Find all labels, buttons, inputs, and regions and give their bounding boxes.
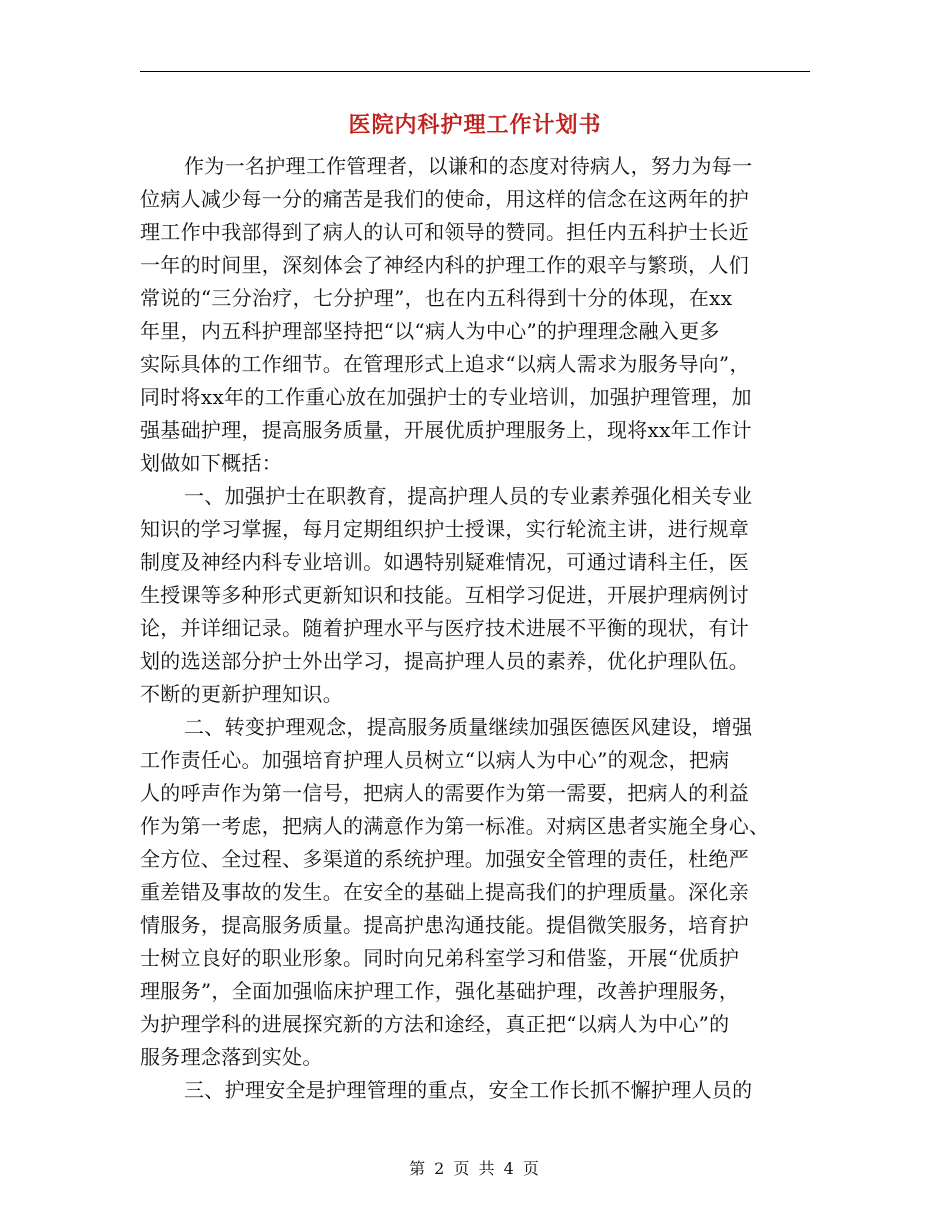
text-line: 重差错及事故的发生。在安全的基础上提高我们的护理质量。深化亲 bbox=[140, 880, 749, 904]
text-line: 全方位、全过程、多渠道的系统护理。加强安全管理的责任，杜绝严 bbox=[140, 847, 749, 871]
text-line: 为护理学科的进展探究新的方法和途经，真正把“以病人为中心”的 bbox=[140, 1012, 730, 1036]
text-line: 强基础护理，提高服务质量，开展优质护理服务上，现将xx年工作计 bbox=[140, 418, 752, 442]
text-line: 情服务，提高服务质量。提高护患沟通技能。提倡微笑服务，培育护 bbox=[140, 913, 749, 937]
text-line: 实际具体的工作细节。在管理形式上追求“以病人需求为服务导向”， bbox=[140, 352, 750, 376]
text-line: 作为第一考虑，把病人的满意作为第一标准。对病区患者实施全身心、 bbox=[140, 814, 770, 838]
page-footer: 第 2 页 共 4 页 bbox=[409, 1159, 541, 1178]
document-body bbox=[140, 150, 810, 1107]
text-line: 理服务”，全面加强临床护理工作，强化基础护理，改善护理服务， bbox=[140, 979, 740, 1003]
text-line: 划的选送部分护士外出学习，提高护理人员的素养，优化护理队伍。 bbox=[140, 649, 749, 673]
text-line: 作为一名护理工作管理者，以谦和的态度对待病人，努力为每一 bbox=[184, 154, 753, 178]
header-rule bbox=[140, 71, 810, 72]
text-line: 年里，内五科护理部坚持把“以“病人为中心”的护理理念融入更多 bbox=[140, 319, 720, 343]
text-line: 理工作中我部得到了病人的认可和领导的赞同。担任内五科护士长近 bbox=[140, 220, 749, 244]
text-line: 同时将xx年的工作重心放在加强护士的专业培训，加强护理管理，加 bbox=[140, 385, 752, 409]
text-line: 二、转变护理观念，提高服务质量继续加强医德医风建设，增强 bbox=[184, 715, 753, 739]
text-line: 知识的学习掌握，每月定期组织护士授课，实行轮流主讲，进行规章 bbox=[140, 517, 749, 541]
text-line: 三、护理安全是护理管理的重点，安全工作长抓不懈护理人员的 bbox=[184, 1078, 753, 1102]
text-line: 位病人减少每一分的痛苦是我们的使命，用这样的信念在这两年的护 bbox=[140, 187, 749, 211]
text-line: 论，并详细记录。随着护理水平与医疗技术进展不平衡的现状，有计 bbox=[140, 616, 749, 640]
text-line: 生授课等多种形式更新知识和技能。互相学习促进，开展护理病例讨 bbox=[140, 583, 749, 607]
text-line: 一、加强护士在职教育，提高护理人员的专业素养强化相关专业 bbox=[184, 484, 753, 508]
text-line: 士树立良好的职业形象。同时向兄弟科室学习和借鉴，开展“优质护 bbox=[140, 946, 740, 970]
text-line: 服务理念落到实处。 bbox=[140, 1045, 323, 1069]
text-line: 不断的更新护理知识。 bbox=[140, 682, 343, 706]
document-title: 医院内科护理工作计划书 bbox=[348, 113, 602, 138]
text-line: 人的呼声作为第一信号，把病人的需要作为第一需要，把病人的利益 bbox=[140, 781, 749, 805]
text-line: 一年的时间里，深刻体会了神经内科的护理工作的艰辛与繁琐，人们 bbox=[140, 253, 749, 277]
text-line: 常说的“三分治疗，七分护理”，也在内五科得到十分的体现，在xx bbox=[140, 286, 733, 310]
text-line: 划做如下概括： bbox=[140, 451, 283, 475]
text-line: 制度及神经内科专业培训。如遇特别疑难情况，可通过请科主任，医 bbox=[140, 550, 749, 574]
text-line: 工作责任心。加强培育护理人员树立“以病人为中心”的观念，把病 bbox=[140, 748, 730, 772]
